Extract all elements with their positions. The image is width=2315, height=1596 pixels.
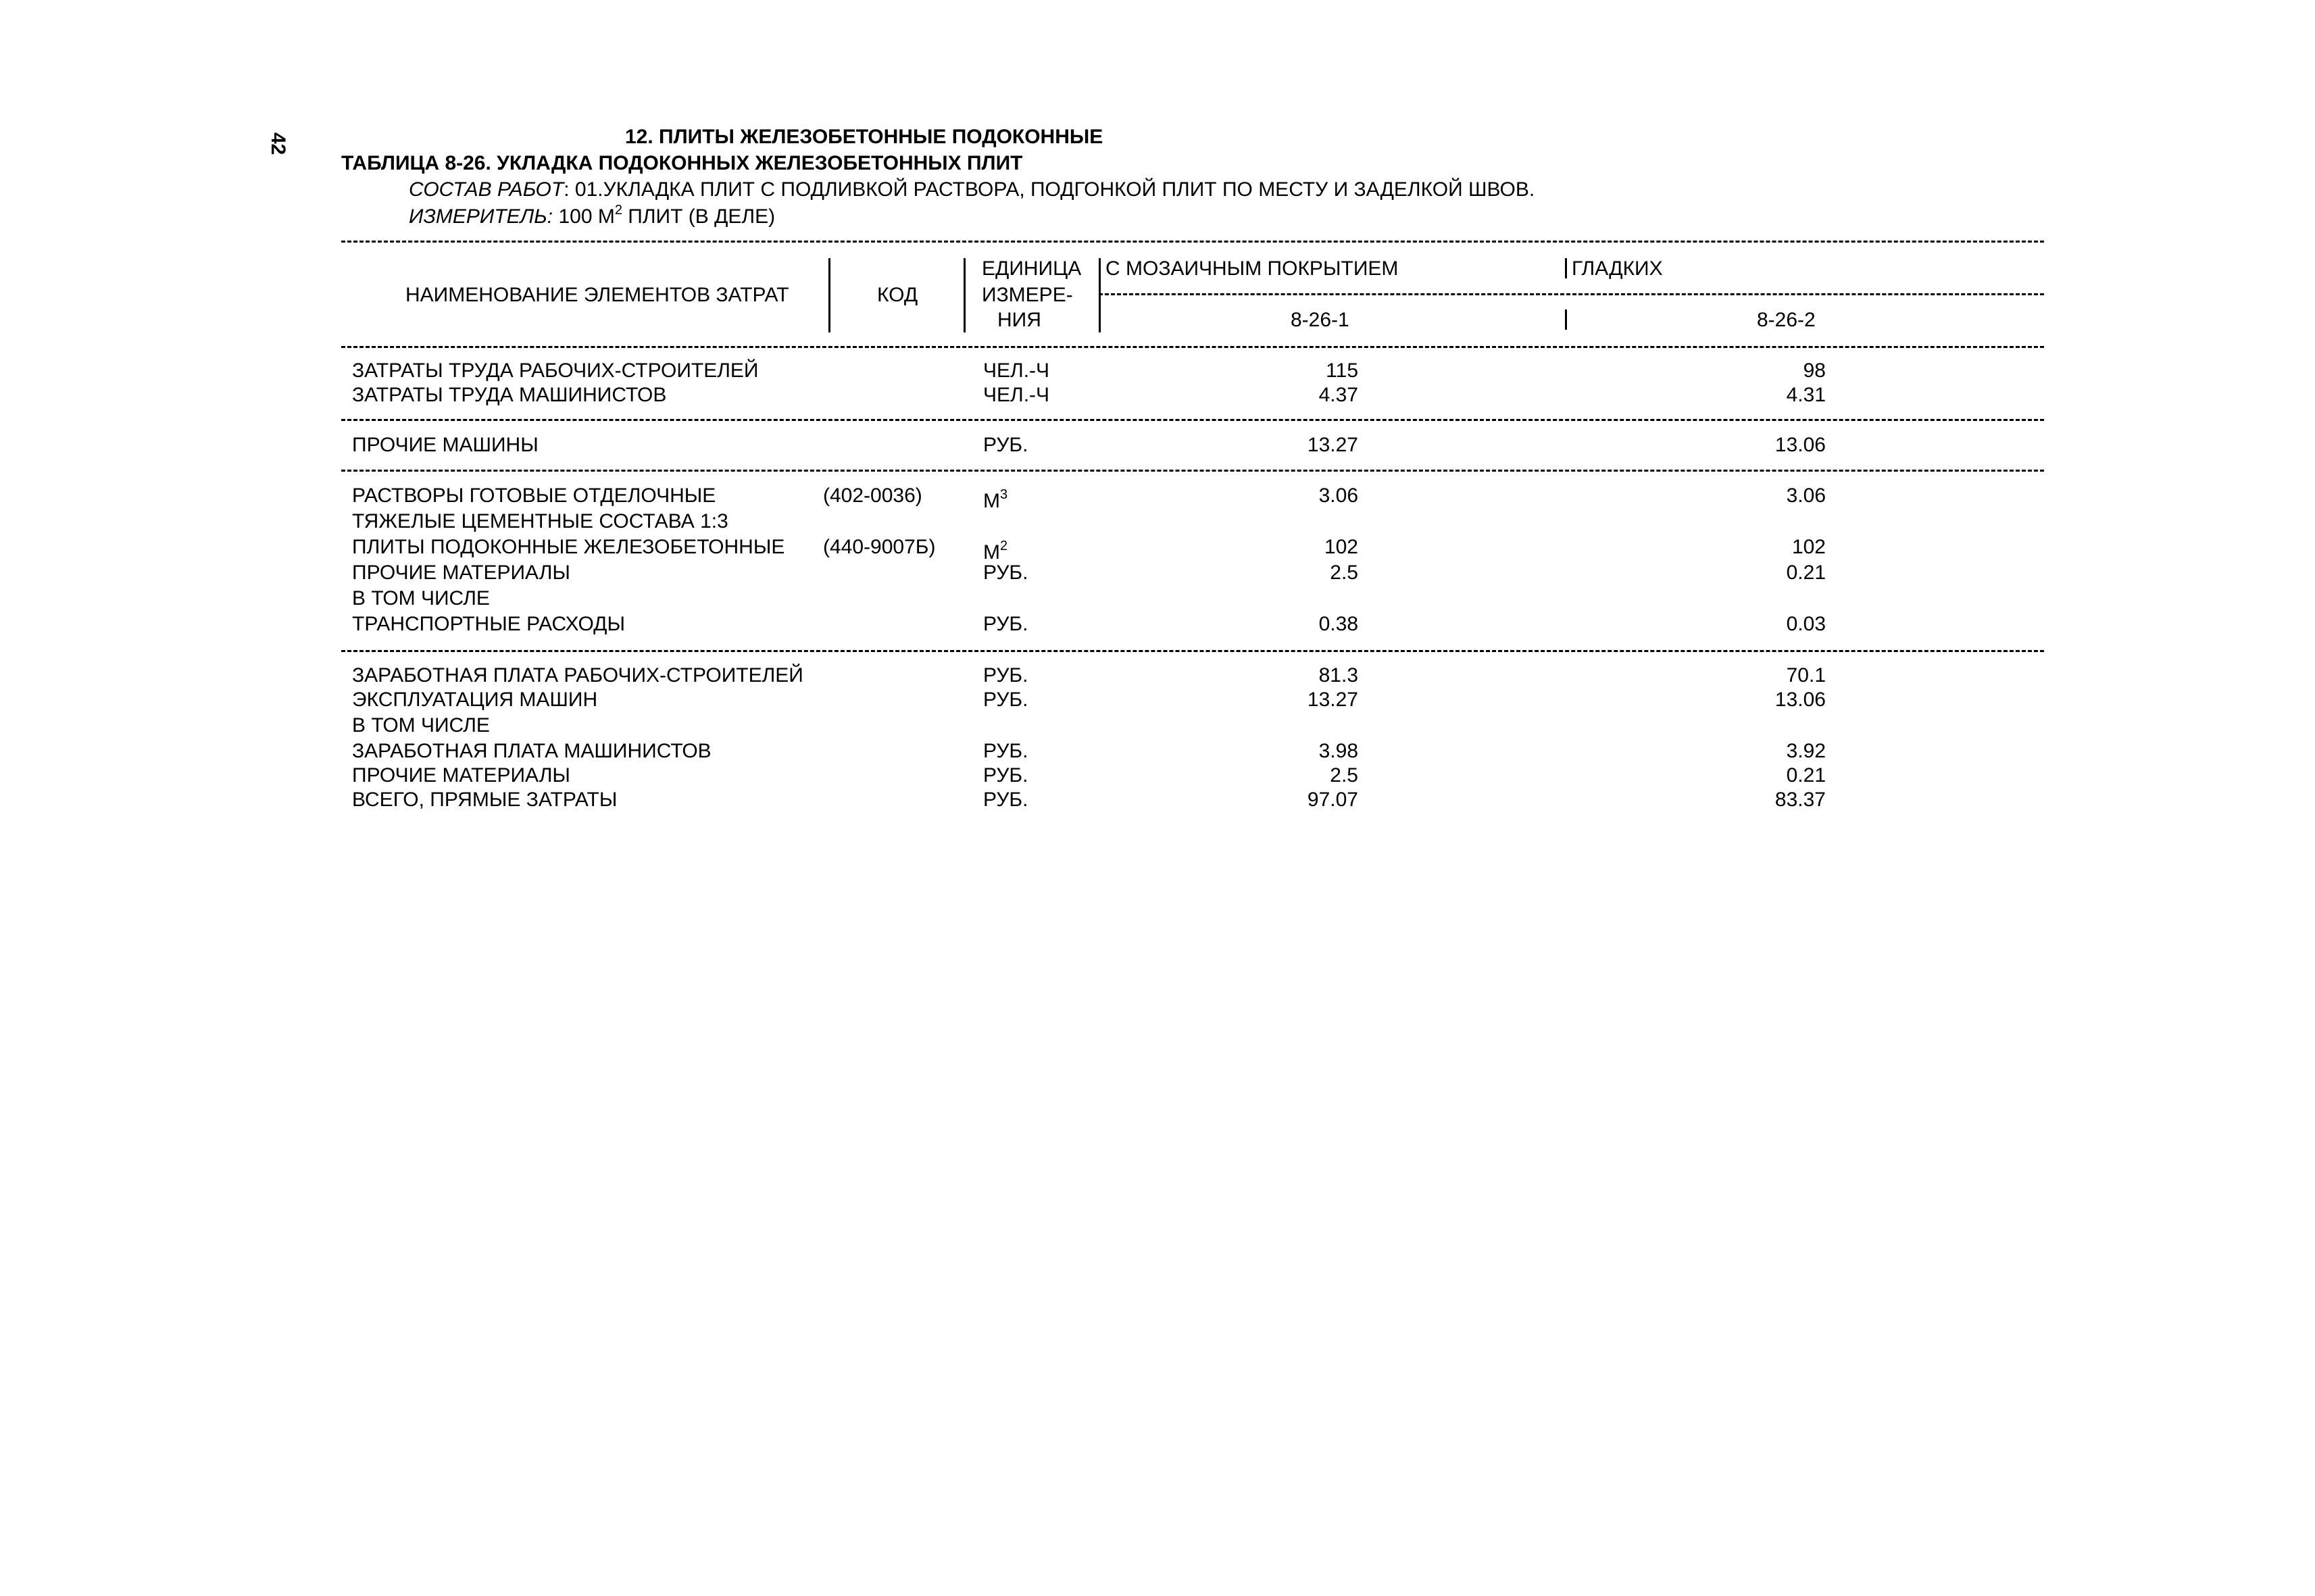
row-value-8-26-1: 115 <box>1326 359 1358 382</box>
row-value-8-26-1: 2.5 <box>1330 764 1358 787</box>
header-unit-line1: ЕДИНИЦА <box>982 257 1082 280</box>
header-col1-title: С МОЗАИЧНЫМ ПОКРЫТИЕМ <box>1105 257 1399 280</box>
row-value-8-26-2: 98 <box>1803 359 1826 382</box>
row-unit-superscript: 3 <box>1000 487 1008 502</box>
work-composition <box>409 178 1535 201</box>
row-value-8-26-1: 2.5 <box>1330 562 1358 584</box>
row-value-8-26-2: 0.21 <box>1786 764 1826 787</box>
header-separator-4 <box>1565 258 1567 278</box>
group-rule-2 <box>341 470 2044 472</box>
row-unit: ЧЕЛ.-Ч <box>983 384 1050 406</box>
header-separator-1 <box>828 258 830 332</box>
row-value-8-26-1: 102 <box>1324 536 1358 558</box>
row-unit: РУБ. <box>983 740 1028 762</box>
row-value-8-26-2: 83.37 <box>1774 789 1826 811</box>
row-value-8-26-1: 3.98 <box>1318 740 1358 762</box>
row-code: (402-0036) <box>823 484 922 507</box>
row-value-8-26-1: 97.07 <box>1307 789 1358 811</box>
header-separator-5 <box>1565 309 1567 330</box>
group-rule-1 <box>341 419 2044 421</box>
row-unit: $М^3$ <box>983 487 1008 512</box>
table-top-rule <box>341 241 2044 243</box>
row-value-8-26-2: 70.1 <box>1786 664 1826 687</box>
row-name: ЗАТРАТЫ ТРУДА МАШИНИСТОВ <box>352 384 667 406</box>
row-unit: РУБ. <box>983 664 1028 687</box>
header-bottom-rule <box>341 346 2044 348</box>
row-name: РАСТВОРЫ ГОТОВЫЕ ОТДЕЛОЧНЫЕ <box>352 484 716 507</box>
row-value-8-26-2: 3.92 <box>1786 740 1826 762</box>
measure-superscript: 2 <box>614 203 622 218</box>
header-unit-line3: НИЯ <box>997 309 1041 331</box>
row-unit: РУБ. <box>983 689 1028 711</box>
header-separator-2 <box>964 258 966 332</box>
row-name: ПРОЧИЕ МАТЕРИАЛЫ <box>352 562 570 584</box>
work-composition-label: СОСТАВ РАБОТ <box>409 178 564 201</box>
row-unit: РУБ. <box>983 613 1028 635</box>
row-value-8-26-2: 13.06 <box>1774 689 1826 711</box>
row-name: ЭКСПЛУАТАЦИЯ МАШИН <box>352 689 598 711</box>
row-code: (440-9007Б) <box>823 536 936 558</box>
row-name: ПРОЧИЕ МАШИНЫ <box>352 434 539 456</box>
row-name: ПРОЧИЕ МАТЕРИАЛЫ <box>352 764 570 787</box>
header-split-rule <box>1099 293 2044 295</box>
row-value-8-26-2: 0.03 <box>1786 613 1826 635</box>
header-col2-code: 8-26-2 <box>1757 309 1816 331</box>
row-name: ПЛИТЫ ПОДОКОННЫЕ ЖЕЛЕЗОБЕТОННЫЕ <box>352 536 785 558</box>
row-unit: РУБ. <box>983 562 1028 584</box>
header-unit-line2: ИЗМЕРЕ- <box>982 284 1073 306</box>
row-value-8-26-1: 13.27 <box>1307 689 1358 711</box>
header-name: НАИМЕНОВАНИЕ ЭЛЕМЕНТОВ ЗАТРАТ <box>405 284 789 306</box>
row-value-8-26-1: 4.37 <box>1318 384 1358 406</box>
header-col1-code: 8-26-1 <box>1291 309 1349 331</box>
row-unit: $М^2$ <box>983 539 1008 564</box>
row-value-8-26-2: 3.06 <box>1786 484 1826 507</box>
row-value-8-26-2: 4.31 <box>1786 384 1826 406</box>
row-name: В ТОМ ЧИСЛЕ <box>352 714 490 737</box>
header-code: КОД <box>877 284 918 306</box>
table-title: ТАБЛИЦА 8-26. УКЛАДКА ПОДОКОННЫХ ЖЕЛЕЗОБЕТОННЫХ ПЛИТ <box>341 152 1023 174</box>
row-value-8-26-2: 102 <box>1791 536 1826 558</box>
row-unit: РУБ. <box>983 764 1028 787</box>
measure-suffix: ПЛИТ (В ДЕЛЕ) <box>622 205 776 228</box>
row-value-8-26-1: 81.3 <box>1318 664 1358 687</box>
row-name: ЗАРАБОТНАЯ ПЛАТА МАШИНИСТОВ <box>352 740 712 762</box>
header-col2-title: ГЛАДКИХ <box>1572 257 1663 280</box>
measure-value: 100 М <box>553 205 615 228</box>
row-unit: РУБ. <box>983 789 1028 811</box>
row-name: ТРАНСПОРТНЫЕ РАСХОДЫ <box>352 613 626 635</box>
row-name: ВСЕГО, ПРЯМЫЕ ЗАТРАТЫ <box>352 789 618 811</box>
row-value-8-26-2: 13.06 <box>1774 434 1826 456</box>
page-number: 42 <box>267 132 289 155</box>
measure-unit <box>409 204 775 228</box>
measure-label: ИЗМЕРИТЕЛЬ: <box>409 205 553 228</box>
row-unit: РУБ. <box>983 434 1028 456</box>
row-name: ТЯЖЕЛЫЕ ЦЕМЕНТНЫЕ СОСТАВА 1:3 <box>352 510 728 532</box>
section-title: 12. ПЛИТЫ ЖЕЛЕЗОБЕТОННЫЕ ПОДОКОННЫЕ <box>625 126 1103 148</box>
group-rule-3 <box>341 650 2044 652</box>
row-name: В ТОМ ЧИСЛЕ <box>352 587 490 609</box>
row-value-8-26-1: 0.38 <box>1318 613 1358 635</box>
row-name: ЗАРАБОТНАЯ ПЛАТА РАБОЧИХ-СТРОИТЕЛЕЙ <box>352 664 803 687</box>
row-unit-superscript: 2 <box>1000 539 1008 553</box>
row-value-8-26-1: 3.06 <box>1318 484 1358 507</box>
row-unit: ЧЕЛ.-Ч <box>983 359 1050 382</box>
header-separator-3 <box>1099 258 1101 332</box>
work-composition-text: : 01.УКЛАДКА ПЛИТ С ПОДЛИВКОЙ РАСТВОРА, ПОДГОНКОЙ ПЛИТ ПО МЕСТУ И ЗАДЕЛКОЙ ШВОВ. <box>564 178 1535 201</box>
row-value-8-26-1: 13.27 <box>1307 434 1358 456</box>
row-name: ЗАТРАТЫ ТРУДА РАБОЧИХ-СТРОИТЕЛЕЙ <box>352 359 759 382</box>
row-value-8-26-2: 0.21 <box>1786 562 1826 584</box>
